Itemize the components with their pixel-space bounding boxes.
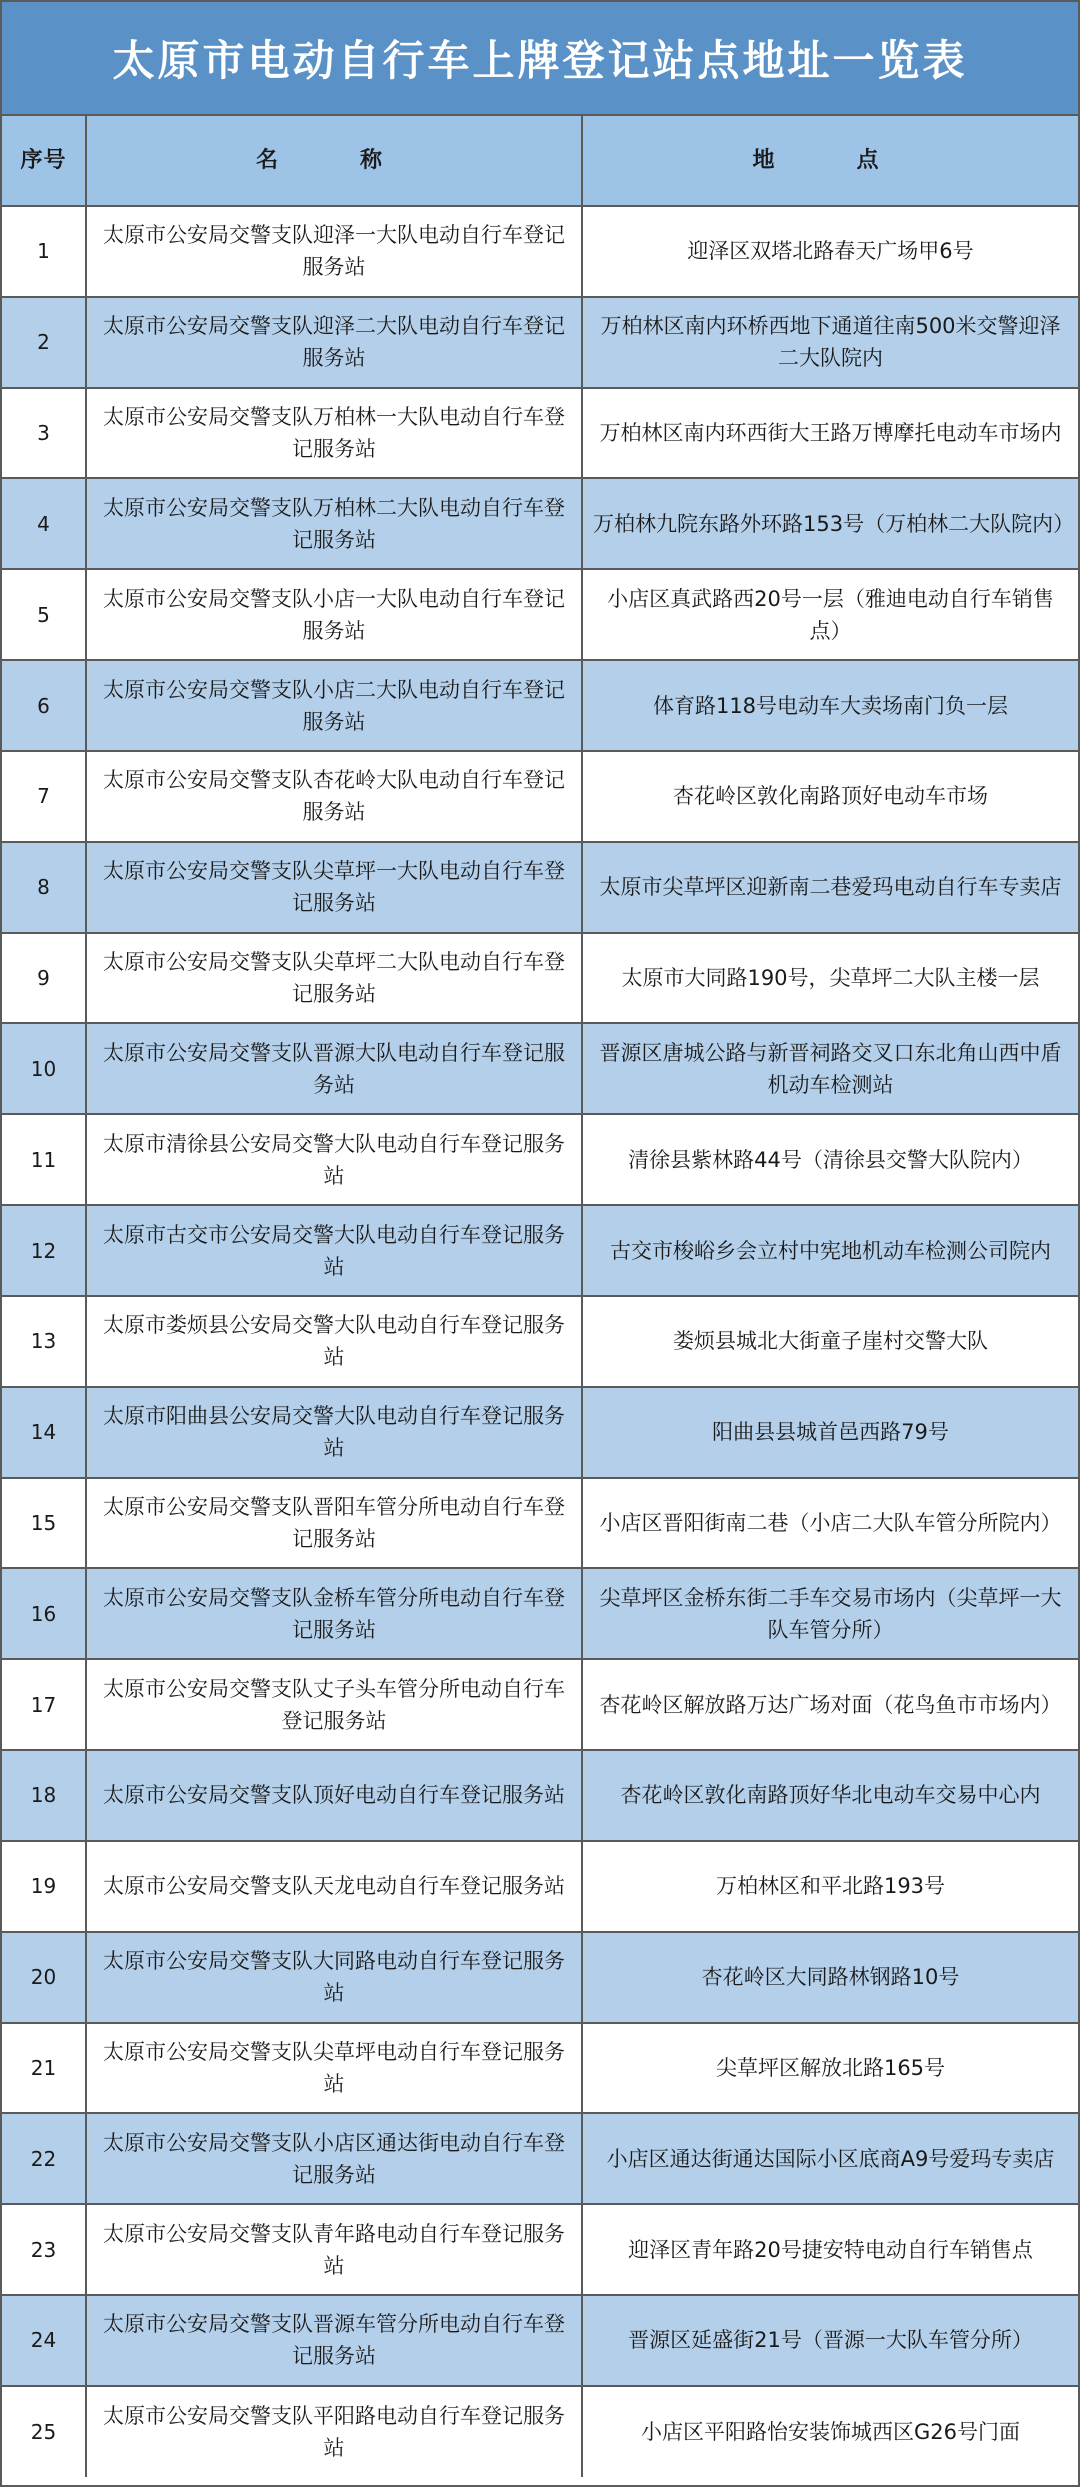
- row-number: 12: [2, 1205, 86, 1296]
- station-address: 万柏林区和平北路193号: [582, 1841, 1078, 1932]
- row-number: 22: [2, 2113, 86, 2204]
- station-name: 太原市公安局交警支队万柏林二大队电动自行车登记服务站: [86, 478, 582, 569]
- station-address: 杏花岭区大同路林钢路10号: [582, 1932, 1078, 2023]
- station-name: 太原市阳曲县公安局交警大队电动自行车登记服务站: [86, 1387, 582, 1478]
- station-address: 万柏林九院东路外环路153号（万柏林二大队院内）: [582, 478, 1078, 569]
- row-number: 11: [2, 1114, 86, 1205]
- station-address: 太原市大同路190号，尖草坪二大队主楼一层: [582, 933, 1078, 1024]
- row-number: 15: [2, 1478, 86, 1569]
- station-name: 太原市公安局交警支队晋源车管分所电动自行车登记服务站: [86, 2295, 582, 2386]
- row-number: 20: [2, 1932, 86, 2023]
- column-header-address: 地 点: [582, 116, 1078, 206]
- row-number: 21: [2, 2023, 86, 2114]
- station-name: 太原市娄烦县公安局交警大队电动自行车登记服务站: [86, 1296, 582, 1387]
- table-row: [2, 1114, 1078, 1205]
- row-number: 1: [2, 206, 86, 297]
- row-number: 3: [2, 388, 86, 479]
- station-table: [2, 116, 1078, 2477]
- table-row: [2, 478, 1078, 569]
- column-header-no: 序号: [2, 116, 86, 206]
- station-address: 杏花岭区解放路万达广场对面（花鸟鱼市市场内）: [582, 1659, 1078, 1750]
- table-row: [2, 1750, 1078, 1841]
- table-row: [2, 2295, 1078, 2386]
- station-address: 晋源区唐城公路与新晋祠路交叉口东北角山西中盾机动车检测站: [582, 1023, 1078, 1114]
- station-address: 阳曲县县城首邑西路79号: [582, 1387, 1078, 1478]
- station-name: 太原市公安局交警支队晋源大队电动自行车登记服务站: [86, 1023, 582, 1114]
- row-number: 2: [2, 297, 86, 388]
- column-header-name: 名 称: [86, 116, 582, 206]
- station-address: 小店区通达街通达国际小区底商A9号爱玛专卖店: [582, 2113, 1078, 2204]
- station-name: 太原市公安局交警支队迎泽一大队电动自行车登记服务站: [86, 206, 582, 297]
- row-number: 4: [2, 478, 86, 569]
- station-address: 清徐县紫林路44号（清徐县交警大队院内）: [582, 1114, 1078, 1205]
- station-name: 太原市公安局交警支队青年路电动自行车登记服务站: [86, 2204, 582, 2295]
- station-name: 太原市公安局交警支队平阳路电动自行车登记服务站: [86, 2386, 582, 2477]
- row-number: 16: [2, 1568, 86, 1659]
- page-title: 太原市电动自行车上牌登记站点地址一览表: [112, 36, 968, 85]
- station-address: 小店区晋阳街南二巷（小店二大队车管分所院内）: [582, 1478, 1078, 1569]
- table-row: [2, 1205, 1078, 1296]
- station-address: 杏花岭区敦化南路顶好华北电动车交易中心内: [582, 1750, 1078, 1841]
- station-address: 晋源区延盛街21号（晋源一大队车管分所）: [582, 2295, 1078, 2386]
- table-row: [2, 297, 1078, 388]
- table-row: [2, 1296, 1078, 1387]
- table-row: [2, 2023, 1078, 2114]
- table-row: [2, 842, 1078, 933]
- station-name: 太原市古交市公安局交警大队电动自行车登记服务站: [86, 1205, 582, 1296]
- table-row: [2, 1023, 1078, 1114]
- station-name: 太原市公安局交警支队大同路电动自行车登记服务站: [86, 1932, 582, 2023]
- station-address: 太原市尖草坪区迎新南二巷爱玛电动自行车专卖店: [582, 842, 1078, 933]
- station-address: 迎泽区青年路20号捷安特电动自行车销售点: [582, 2204, 1078, 2295]
- table-row: [2, 2386, 1078, 2477]
- station-name: 太原市公安局交警支队迎泽二大队电动自行车登记服务站: [86, 297, 582, 388]
- station-address: 万柏林区南内环桥西地下通道往南500米交警迎泽二大队院内: [582, 297, 1078, 388]
- table-row: [2, 660, 1078, 751]
- row-number: 17: [2, 1659, 86, 1750]
- table-row: [2, 2113, 1078, 2204]
- table-row: [2, 1659, 1078, 1750]
- station-name: 太原市公安局交警支队顶好电动自行车登记服务站: [86, 1750, 582, 1841]
- row-number: 24: [2, 2295, 86, 2386]
- table-row: [2, 206, 1078, 297]
- row-number: 8: [2, 842, 86, 933]
- station-name: 太原市公安局交警支队尖草坪二大队电动自行车登记服务站: [86, 933, 582, 1024]
- station-address: 尖草坪区金桥东街二手车交易市场内（尖草坪一大队车管分所）: [582, 1568, 1078, 1659]
- table-row: [2, 1841, 1078, 1932]
- table-row: [2, 933, 1078, 1024]
- station-name: 太原市公安局交警支队杏花岭大队电动自行车登记服务站: [86, 751, 582, 842]
- row-number: 25: [2, 2386, 86, 2477]
- title-bar: [2, 2, 1078, 116]
- station-name: 太原市公安局交警支队金桥车管分所电动自行车登记服务站: [86, 1568, 582, 1659]
- station-name: 太原市公安局交警支队小店一大队电动自行车登记服务站: [86, 569, 582, 660]
- table-body: [2, 206, 1078, 2477]
- station-address: 杏花岭区敦化南路顶好电动车市场: [582, 751, 1078, 842]
- station-name: 太原市公安局交警支队尖草坪一大队电动自行车登记服务站: [86, 842, 582, 933]
- station-address: 小店区平阳路怡安装饰城西区G26号门面: [582, 2386, 1078, 2477]
- station-address: 体育路118号电动车大卖场南门负一层: [582, 660, 1078, 751]
- station-name: 太原市公安局交警支队小店二大队电动自行车登记服务站: [86, 660, 582, 751]
- station-name: 太原市公安局交警支队万柏林一大队电动自行车登记服务站: [86, 388, 582, 479]
- row-number: 5: [2, 569, 86, 660]
- table-row: [2, 569, 1078, 660]
- station-address: 古交市梭峪乡会立村中宪地机动车检测公司院内: [582, 1205, 1078, 1296]
- station-name: 太原市公安局交警支队小店区通达街电动自行车登记服务站: [86, 2113, 582, 2204]
- station-name: 太原市公安局交警支队丈子头车管分所电动自行车登记服务站: [86, 1659, 582, 1750]
- row-number: 19: [2, 1841, 86, 1932]
- row-number: 18: [2, 1750, 86, 1841]
- table-row: [2, 2204, 1078, 2295]
- station-name: 太原市公安局交警支队天龙电动自行车登记服务站: [86, 1841, 582, 1932]
- station-address: 万柏林区南内环西街大王路万博摩托电动车市场内: [582, 388, 1078, 479]
- station-name: 太原市清徐县公安局交警大队电动自行车登记服务站: [86, 1114, 582, 1205]
- row-number: 7: [2, 751, 86, 842]
- row-number: 9: [2, 933, 86, 1024]
- row-number: 23: [2, 2204, 86, 2295]
- table-row: [2, 388, 1078, 479]
- station-address: 迎泽区双塔北路春天广场甲6号: [582, 206, 1078, 297]
- station-name: 太原市公安局交警支队尖草坪电动自行车登记服务站: [86, 2023, 582, 2114]
- table-row: [2, 1478, 1078, 1569]
- station-address: 娄烦县城北大街童子崖村交警大队: [582, 1296, 1078, 1387]
- table-row: [2, 1387, 1078, 1478]
- table-row: [2, 1568, 1078, 1659]
- table-header-row: [2, 116, 1078, 206]
- row-number: 6: [2, 660, 86, 751]
- station-name: 太原市公安局交警支队晋阳车管分所电动自行车登记服务站: [86, 1478, 582, 1569]
- table-row: [2, 751, 1078, 842]
- row-number: 10: [2, 1023, 86, 1114]
- station-address: 小店区真武路西20号一层（雅迪电动自行车销售点）: [582, 569, 1078, 660]
- table-row: [2, 1932, 1078, 2023]
- row-number: 13: [2, 1296, 86, 1387]
- row-number: 14: [2, 1387, 86, 1478]
- station-address: 尖草坪区解放北路165号: [582, 2023, 1078, 2114]
